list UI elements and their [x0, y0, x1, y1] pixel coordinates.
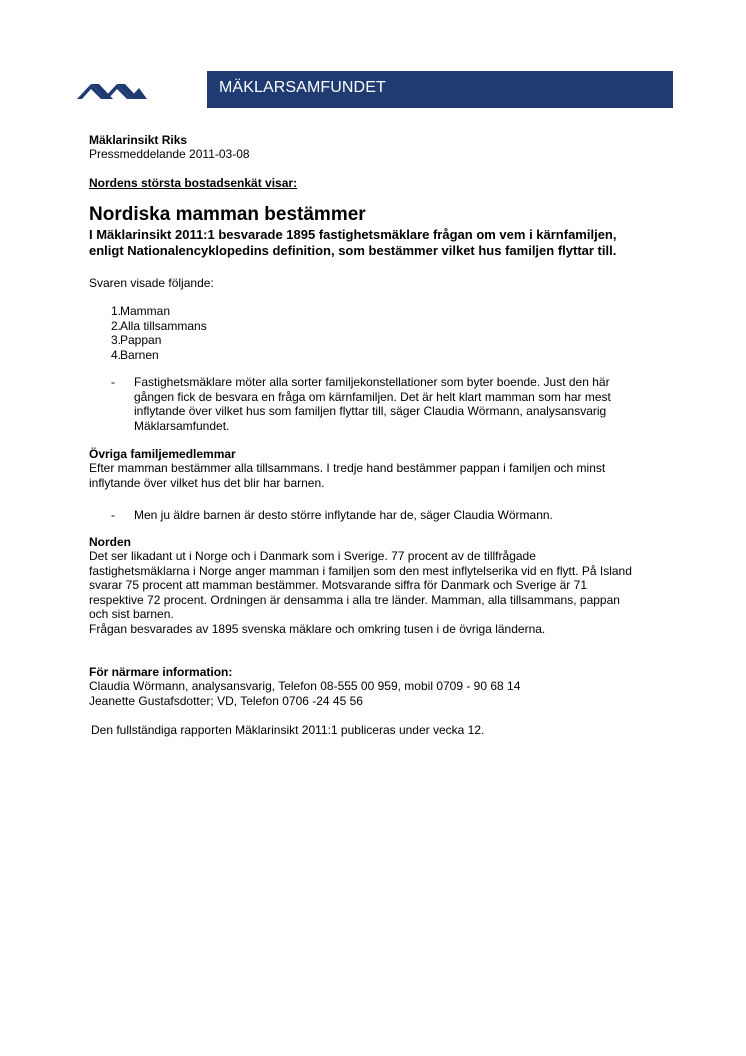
results-list: [89, 304, 207, 362]
list-number: 1.: [111, 304, 122, 318]
list-item: [89, 304, 207, 319]
list-number: 2.: [111, 318, 122, 333]
section-body-other: [89, 461, 605, 490]
contact-line: Jeanette Gustafsdotter; VD, Telefon 0706 -24 45 56: [89, 693, 363, 708]
section-heading-other: Övriga familjemedlemmar: [89, 447, 236, 461]
quote-paragraph: [134, 375, 674, 433]
quote-line: Fastighetsmäklare möter alla sorter familjekonstellationer som byter boende. Just den här: [134, 375, 610, 389]
section-body-nordic: [89, 549, 679, 636]
lead-line: enligt Nationalencyklopedins definition, som bestämmer vilket hus familjen flyttar till.: [89, 243, 617, 258]
lead-paragraph: [89, 227, 669, 259]
maklarsamfundet-logo-icon: [77, 81, 147, 99]
list-number: 4.: [111, 347, 122, 362]
list-label: Alla tillsammans: [120, 318, 207, 333]
list-label: Pappan: [120, 333, 162, 347]
contact-line: Claudia Wörmann, analysansvarig, Telefon 08-555 00 959, mobil 0709 - 90 68 14: [89, 679, 521, 693]
body-line: inflytande över vilket hus det blir har barnen.: [89, 475, 325, 490]
body-line: Det ser likadant ut i Norge och i Danmark som i Sverige. 77 procent av de tillfrågade: [89, 549, 536, 563]
kicker: Nordens största bostadsenkät visar:: [89, 176, 298, 190]
contact-heading: För närmare information:: [89, 665, 233, 679]
quote-dash: -: [111, 375, 115, 389]
brand-name: MÄKLARSAMFUNDET: [219, 79, 386, 96]
source-label: Mäklarinsikt Riks: [89, 133, 188, 147]
quote-line: Mäklarsamfundet.: [134, 418, 230, 433]
list-item: [89, 333, 207, 348]
quote-dash: -: [111, 508, 115, 522]
intro-text: Svaren visade följande:: [89, 276, 214, 290]
brand-banner: [207, 71, 673, 108]
section-heading-nordic: Norden: [89, 535, 131, 549]
quote-line: gången fick de besvara en fråga om kärnfamiljen. Det är helt klart mamman som har mest: [134, 389, 611, 404]
page-title: Nordiska mamman bestämmer: [89, 204, 366, 225]
body-line: Efter mamman bestämmer alla tillsammans. I tredje hand bestämmer pappan i familjen och minst: [89, 461, 606, 475]
contact-details: [89, 679, 520, 708]
quote-line: inflytande över vilket hus som familjen flyttar till, säger Claudia Wörmann, analysansvarig: [134, 404, 607, 418]
list-item: [89, 348, 207, 363]
quote-line: Men ju äldre barnen är desto större inflytande har de, säger Claudia Wörmann.: [134, 508, 553, 522]
body-line: Frågan besvarades av 1895 svenska mäklare och omkring tusen i de övriga länderna.: [89, 621, 546, 636]
list-item: [89, 319, 207, 334]
list-label: Barnen: [120, 347, 159, 362]
body-line: respektive 72 procent. Ordningen är densamma i alla tre länder. Mamman, alla tillsammans, pappan: [89, 592, 620, 607]
footer-note: Den fullständiga rapporten Mäklarinsikt 2011:1 publiceras under vecka 12.: [91, 723, 485, 737]
list-label: Mamman: [120, 304, 171, 318]
body-line: svarar 75 procent att mamman bestämmer. Motsvarande siffra för Danmark och Sverige är 71: [89, 578, 587, 592]
lead-line: I Mäklarinsikt 2011:1 besvarade 1895 fastighetsmäklare frågan om vem i kärnfamiljen,: [89, 227, 617, 242]
list-number: 3.: [111, 333, 122, 347]
press-date: Pressmeddelande 2011-03-08: [89, 147, 250, 161]
body-line: och sist barnen.: [89, 607, 174, 621]
body-line: fastighetsmäklarna i Norge anger mamman i familjen som den mest inflytelserika vid en flytt. På Island: [89, 563, 632, 578]
